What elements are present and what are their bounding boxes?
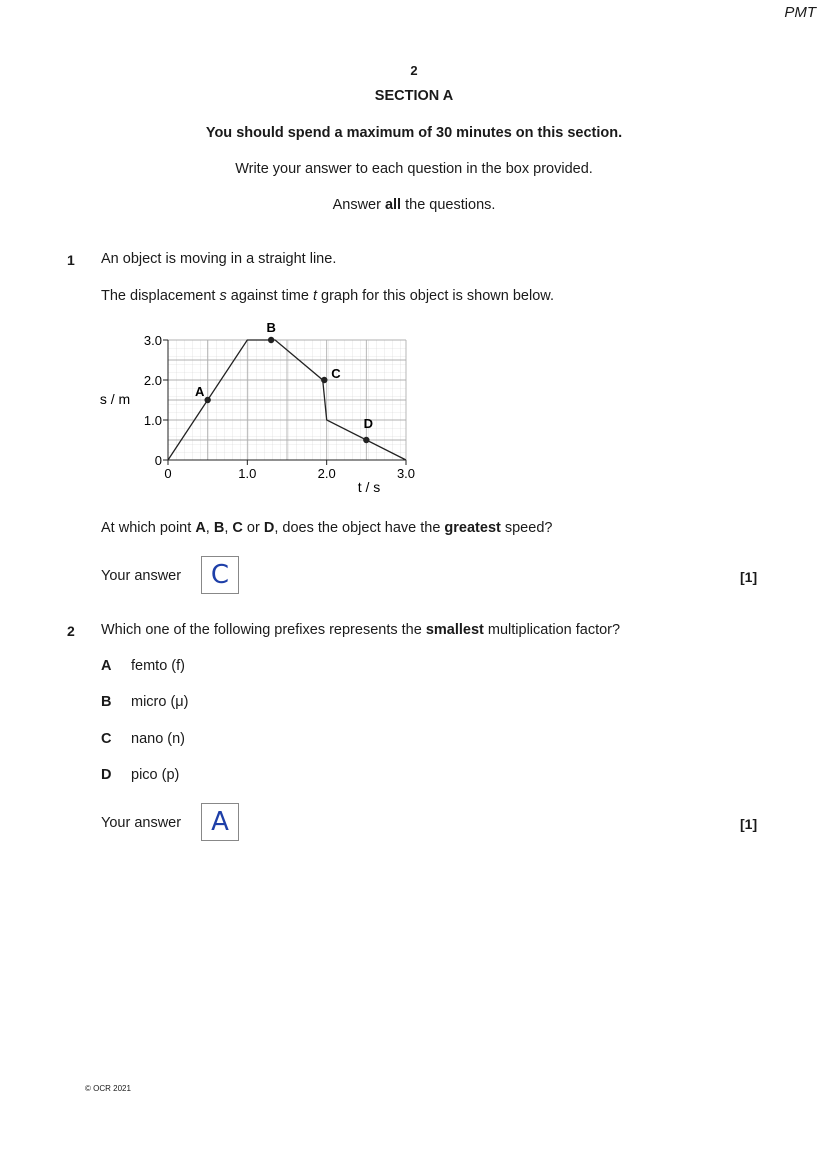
text: The displacement bbox=[101, 288, 220, 304]
text: or bbox=[242, 520, 264, 536]
text: D bbox=[263, 520, 275, 536]
question-1-stem: An object is moving in a straight line. bbox=[101, 251, 337, 267]
text: B bbox=[213, 520, 225, 536]
text: against time bbox=[226, 288, 313, 304]
instruction-text: Answer bbox=[332, 197, 385, 213]
pmt-label: PMT bbox=[784, 4, 816, 21]
question-1-prompt bbox=[101, 520, 552, 536]
displacement-time-graph bbox=[0, 0, 828, 520]
text: , does the object have the bbox=[274, 520, 445, 536]
question-2-stem bbox=[101, 622, 620, 638]
question-1-marks: [1] bbox=[740, 569, 758, 585]
text: speed? bbox=[500, 520, 553, 536]
point-d-marker bbox=[363, 437, 369, 443]
text: multiplication factor? bbox=[483, 622, 621, 638]
y-tick-label: 1.0 bbox=[143, 413, 162, 428]
y-tick-label: 3.0 bbox=[143, 333, 162, 348]
question-2-answer-label: Your answer bbox=[101, 815, 182, 831]
y-tick-label: 2.0 bbox=[143, 373, 162, 388]
option-a-letter: A bbox=[101, 658, 112, 674]
question-1-answer-label: Your answer bbox=[101, 568, 182, 584]
question-2-answer-box[interactable]: A bbox=[201, 803, 239, 841]
text: C bbox=[232, 520, 243, 536]
text: s bbox=[219, 288, 227, 304]
option-c-text: nano (n) bbox=[131, 731, 186, 747]
x-axis-label: t / s bbox=[357, 479, 381, 495]
page-number: 2 bbox=[410, 63, 418, 78]
option-b-letter: B bbox=[101, 694, 112, 710]
text: t bbox=[312, 288, 318, 304]
y-tick-label: 0 bbox=[154, 453, 162, 468]
x-tick-label: 2.0 bbox=[317, 466, 336, 481]
x-tick-label: 1.0 bbox=[238, 466, 257, 481]
point-b-marker bbox=[268, 337, 274, 343]
x-tick-label: 3.0 bbox=[396, 466, 416, 481]
point-b-label: B bbox=[266, 320, 276, 335]
point-a-label: A bbox=[194, 384, 205, 399]
question-2-number: 2 bbox=[67, 623, 75, 639]
option-b-text: micro (μ) bbox=[131, 694, 189, 710]
text: greatest bbox=[444, 520, 501, 536]
option-d-text: pico (p) bbox=[131, 767, 180, 783]
instruction-bold: all bbox=[384, 197, 402, 213]
section-title: SECTION A bbox=[374, 88, 454, 104]
point-d-label: D bbox=[363, 416, 374, 431]
y-axis-label: s / m bbox=[99, 391, 131, 407]
copyright: © OCR 2021 bbox=[85, 1084, 131, 1093]
instruction-time: You should spend a maximum of 30 minutes on this section. bbox=[205, 125, 623, 141]
option-c-letter: C bbox=[101, 731, 112, 747]
point-c-label: C bbox=[331, 366, 341, 381]
question-2-marks: [1] bbox=[740, 816, 758, 832]
option-d-letter: D bbox=[101, 767, 112, 783]
instruction-write: Write your answer to each question in the box provided. bbox=[235, 161, 593, 177]
point-c-marker bbox=[321, 377, 327, 383]
point-a-marker bbox=[204, 397, 210, 403]
option-a-text: femto (f) bbox=[131, 658, 185, 674]
x-tick-label: 0 bbox=[164, 466, 172, 481]
text: graph for this object is shown below. bbox=[317, 288, 554, 304]
text: Which one of the following prefixes represents the bbox=[101, 622, 426, 638]
instruction-text: the questions. bbox=[401, 197, 496, 213]
text: A bbox=[195, 520, 206, 536]
question-1-answer-box[interactable]: C bbox=[201, 556, 239, 594]
text: smallest bbox=[425, 622, 484, 638]
question-1-number: 1 bbox=[67, 252, 75, 268]
text: , bbox=[224, 520, 233, 536]
text: At which point bbox=[101, 520, 196, 536]
text: , bbox=[205, 520, 214, 536]
